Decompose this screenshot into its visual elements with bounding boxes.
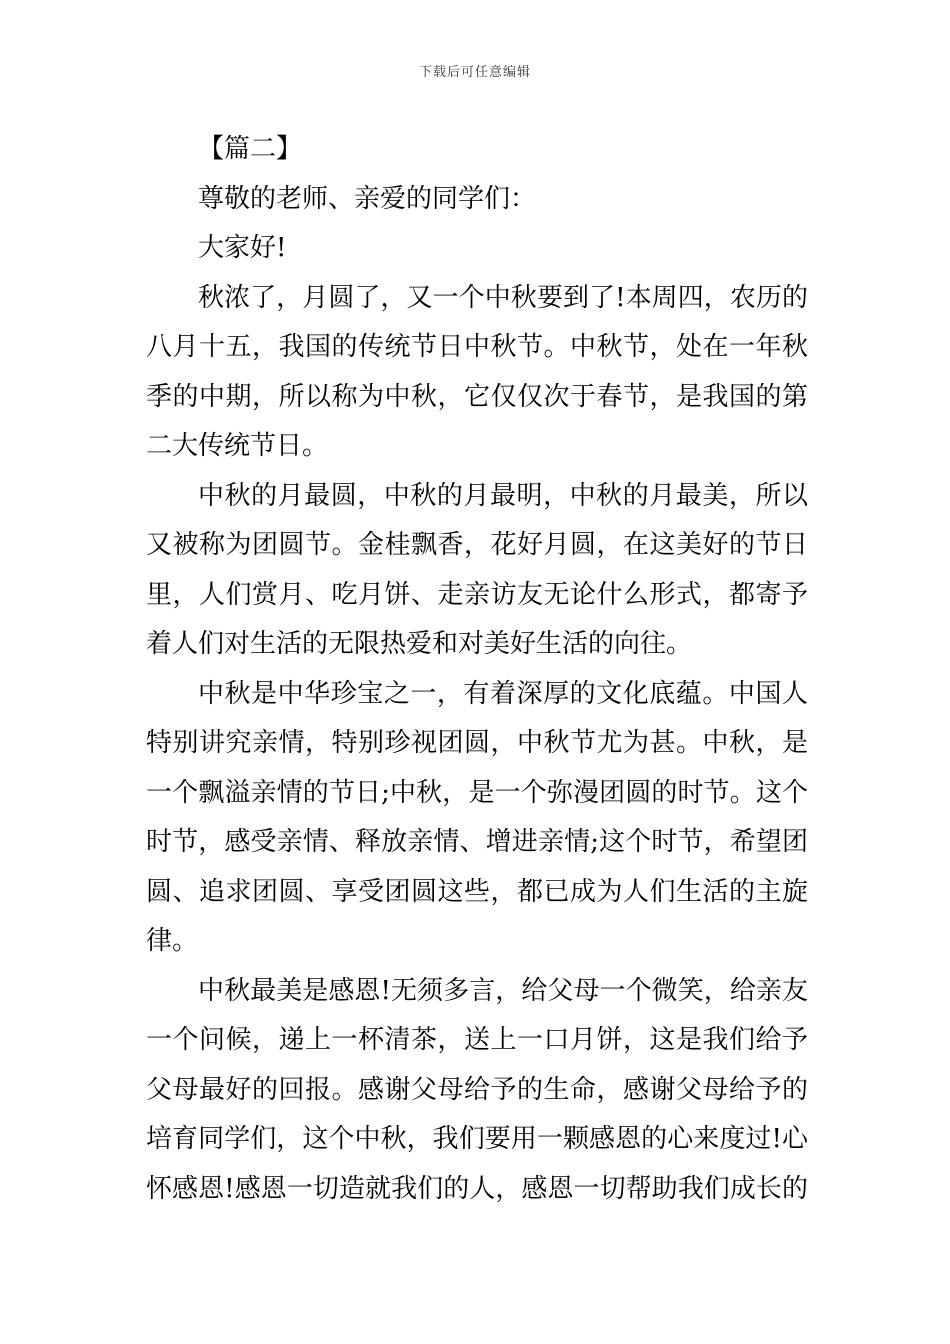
text-line: 秋浓了，月圆了，又一个中秋要到了!本周四，农历的	[198, 282, 808, 313]
text-line: 时节，感受亲情、释放亲情、增进亲情;这个时节，希望团	[146, 827, 808, 857]
text-line: 培育同学们，这个中秋，我们要用一颗感恩的心来度过!心	[146, 1124, 808, 1154]
text-line: 八月十五，我国的传统节日中秋节。中秋节，处在一年秋	[146, 332, 808, 362]
header-note: 下载后可任意编辑	[418, 65, 531, 80]
text-line: 【篇二】	[198, 134, 303, 164]
text-line: 圆、追求团圆、享受团圆这些，都已成为人们生活的主旋	[146, 876, 808, 907]
text-line: 中秋是中华珍宝之一，有着深厚的文化底蕴。中国人	[198, 678, 808, 709]
body-text	[146, 125, 808, 1214]
text-line: 中秋的月最圆，中秋的月最明，中秋的月最美，所以	[198, 480, 808, 511]
text-line: 一个问候，递上一杯清茶，送上一口月饼，这是我们给予	[146, 1025, 808, 1055]
text-line: 尊敬的老师、亲爱的同学们：	[198, 183, 537, 214]
text-line: 着人们对生活的无限热爱和对美好生活的向往。	[146, 629, 693, 659]
text-line: 怀感恩!感恩一切造就我们的人，感恩一切帮助我们成长的	[146, 1173, 808, 1204]
text-line: 二大传统节日。	[146, 431, 329, 461]
text-line: 季的中期，所以称为中秋，它仅仅次于春节，是我国的第	[146, 381, 808, 412]
text-line: 父母最好的回报。感谢父母给予的生命，感谢父母给予的	[146, 1074, 808, 1105]
text-line: 大家好!	[198, 233, 287, 263]
text-line: 里，人们赏月、吃月饼、走亲访友无论什么形式，都寄予	[146, 579, 808, 610]
text-line: 律。	[146, 926, 199, 956]
text-line: 又被称为团圆节。金桂飘香，花好月圆，在这美好的节日	[146, 530, 808, 560]
text-line: 一个飘溢亲情的节日;中秋，是一个弥漫团圆的时节。这个	[146, 777, 808, 808]
text-line: 特别讲究亲情，特别珍视团圆，中秋节尤为甚。中秋，是	[146, 728, 808, 758]
text-line: 中秋最美是感恩!无须多言，给父母一个微笑，给亲友	[198, 975, 808, 1006]
